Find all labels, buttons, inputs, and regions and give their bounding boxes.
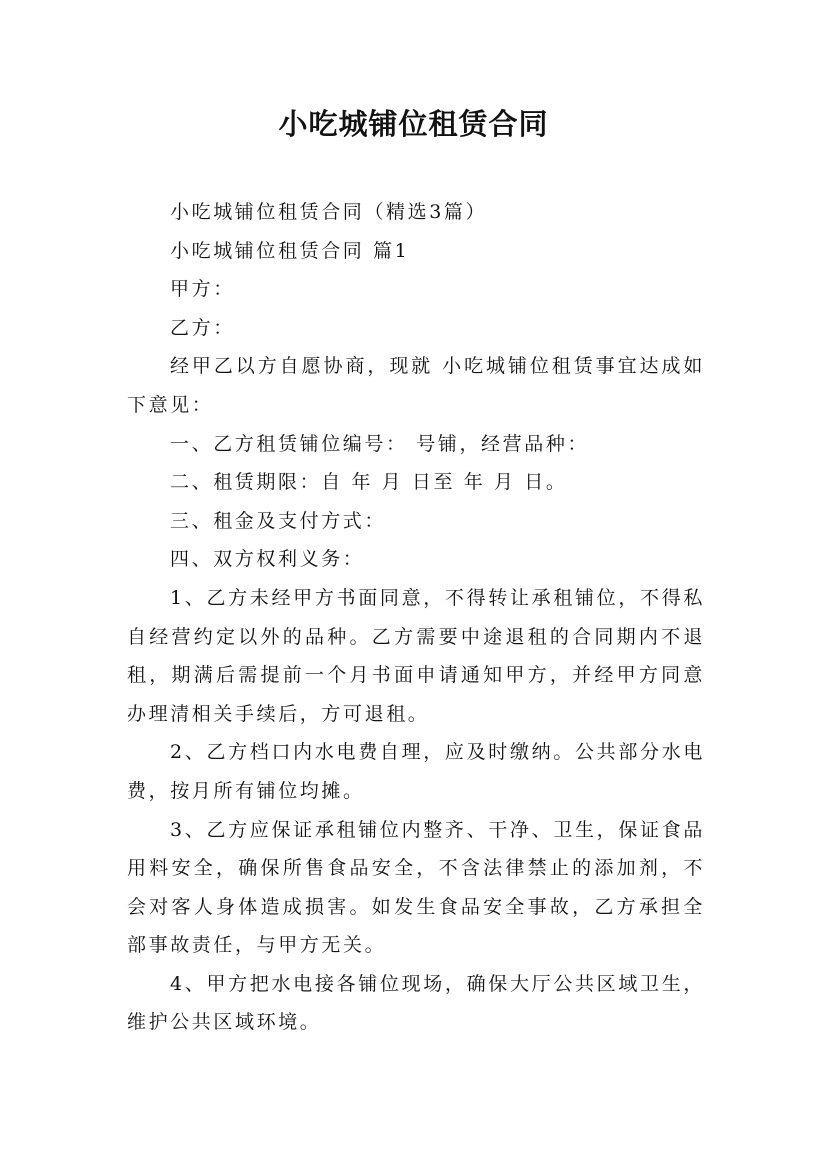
paragraph-item-2: 2、乙方档口内水电费自理，应及时缴纳。公共部分水电费，按月所有铺位均摊。 <box>127 741 705 802</box>
paragraph-clause-4: 四、双方权利义务： <box>170 548 365 571</box>
paragraph-part-heading: 小吃城铺位租赁合同 篇1 <box>170 239 410 262</box>
paragraph-item-1: 1、乙方未经甲方书面同意，不得转让承租铺位，不得私自经营约定以外的品种。乙方需要中途退租的合同期内不退租，期满后需提前一个月书面申请通知甲方，并经甲方同意办理清相关手续后，方可退租。 <box>127 586 705 725</box>
paragraph-clause-1: 一、乙方租赁铺位编号： 号铺，经营品种： <box>170 432 590 455</box>
paragraph-clause-3: 三、租金及支付方式： <box>170 509 387 532</box>
paragraph-item-4: 4、甲方把水电接各铺位现场，确保大厅公共区域卫生，维护公共区域环境。 <box>127 972 705 1034</box>
paragraph-party-a: 甲方： <box>170 278 235 301</box>
paragraph-item-3: 3、乙方应保证承租铺位内整齐、干净、卫生，保证食品用料安全，确保所售食品安全，不含法律禁止的添加剂，不会对客人身体造成损害。如发生食品安全事故，乙方承担全部事故责任，与甲方无关。 <box>127 818 705 957</box>
paragraph-subtitle: 小吃城铺位租赁合同（精选3篇） <box>170 201 488 223</box>
paragraph-preamble: 经甲乙以方自愿协商，现就 小吃城铺位租赁事宜达成如下意见： <box>127 355 705 416</box>
paragraph-clause-2: 二、租赁期限：自 年 月 日至 年 月 日。 <box>170 471 568 494</box>
paragraph-party-b: 乙方： <box>170 316 235 339</box>
document-body <box>127 193 705 1042</box>
document-title: 小吃城铺位租赁合同 <box>278 107 549 141</box>
